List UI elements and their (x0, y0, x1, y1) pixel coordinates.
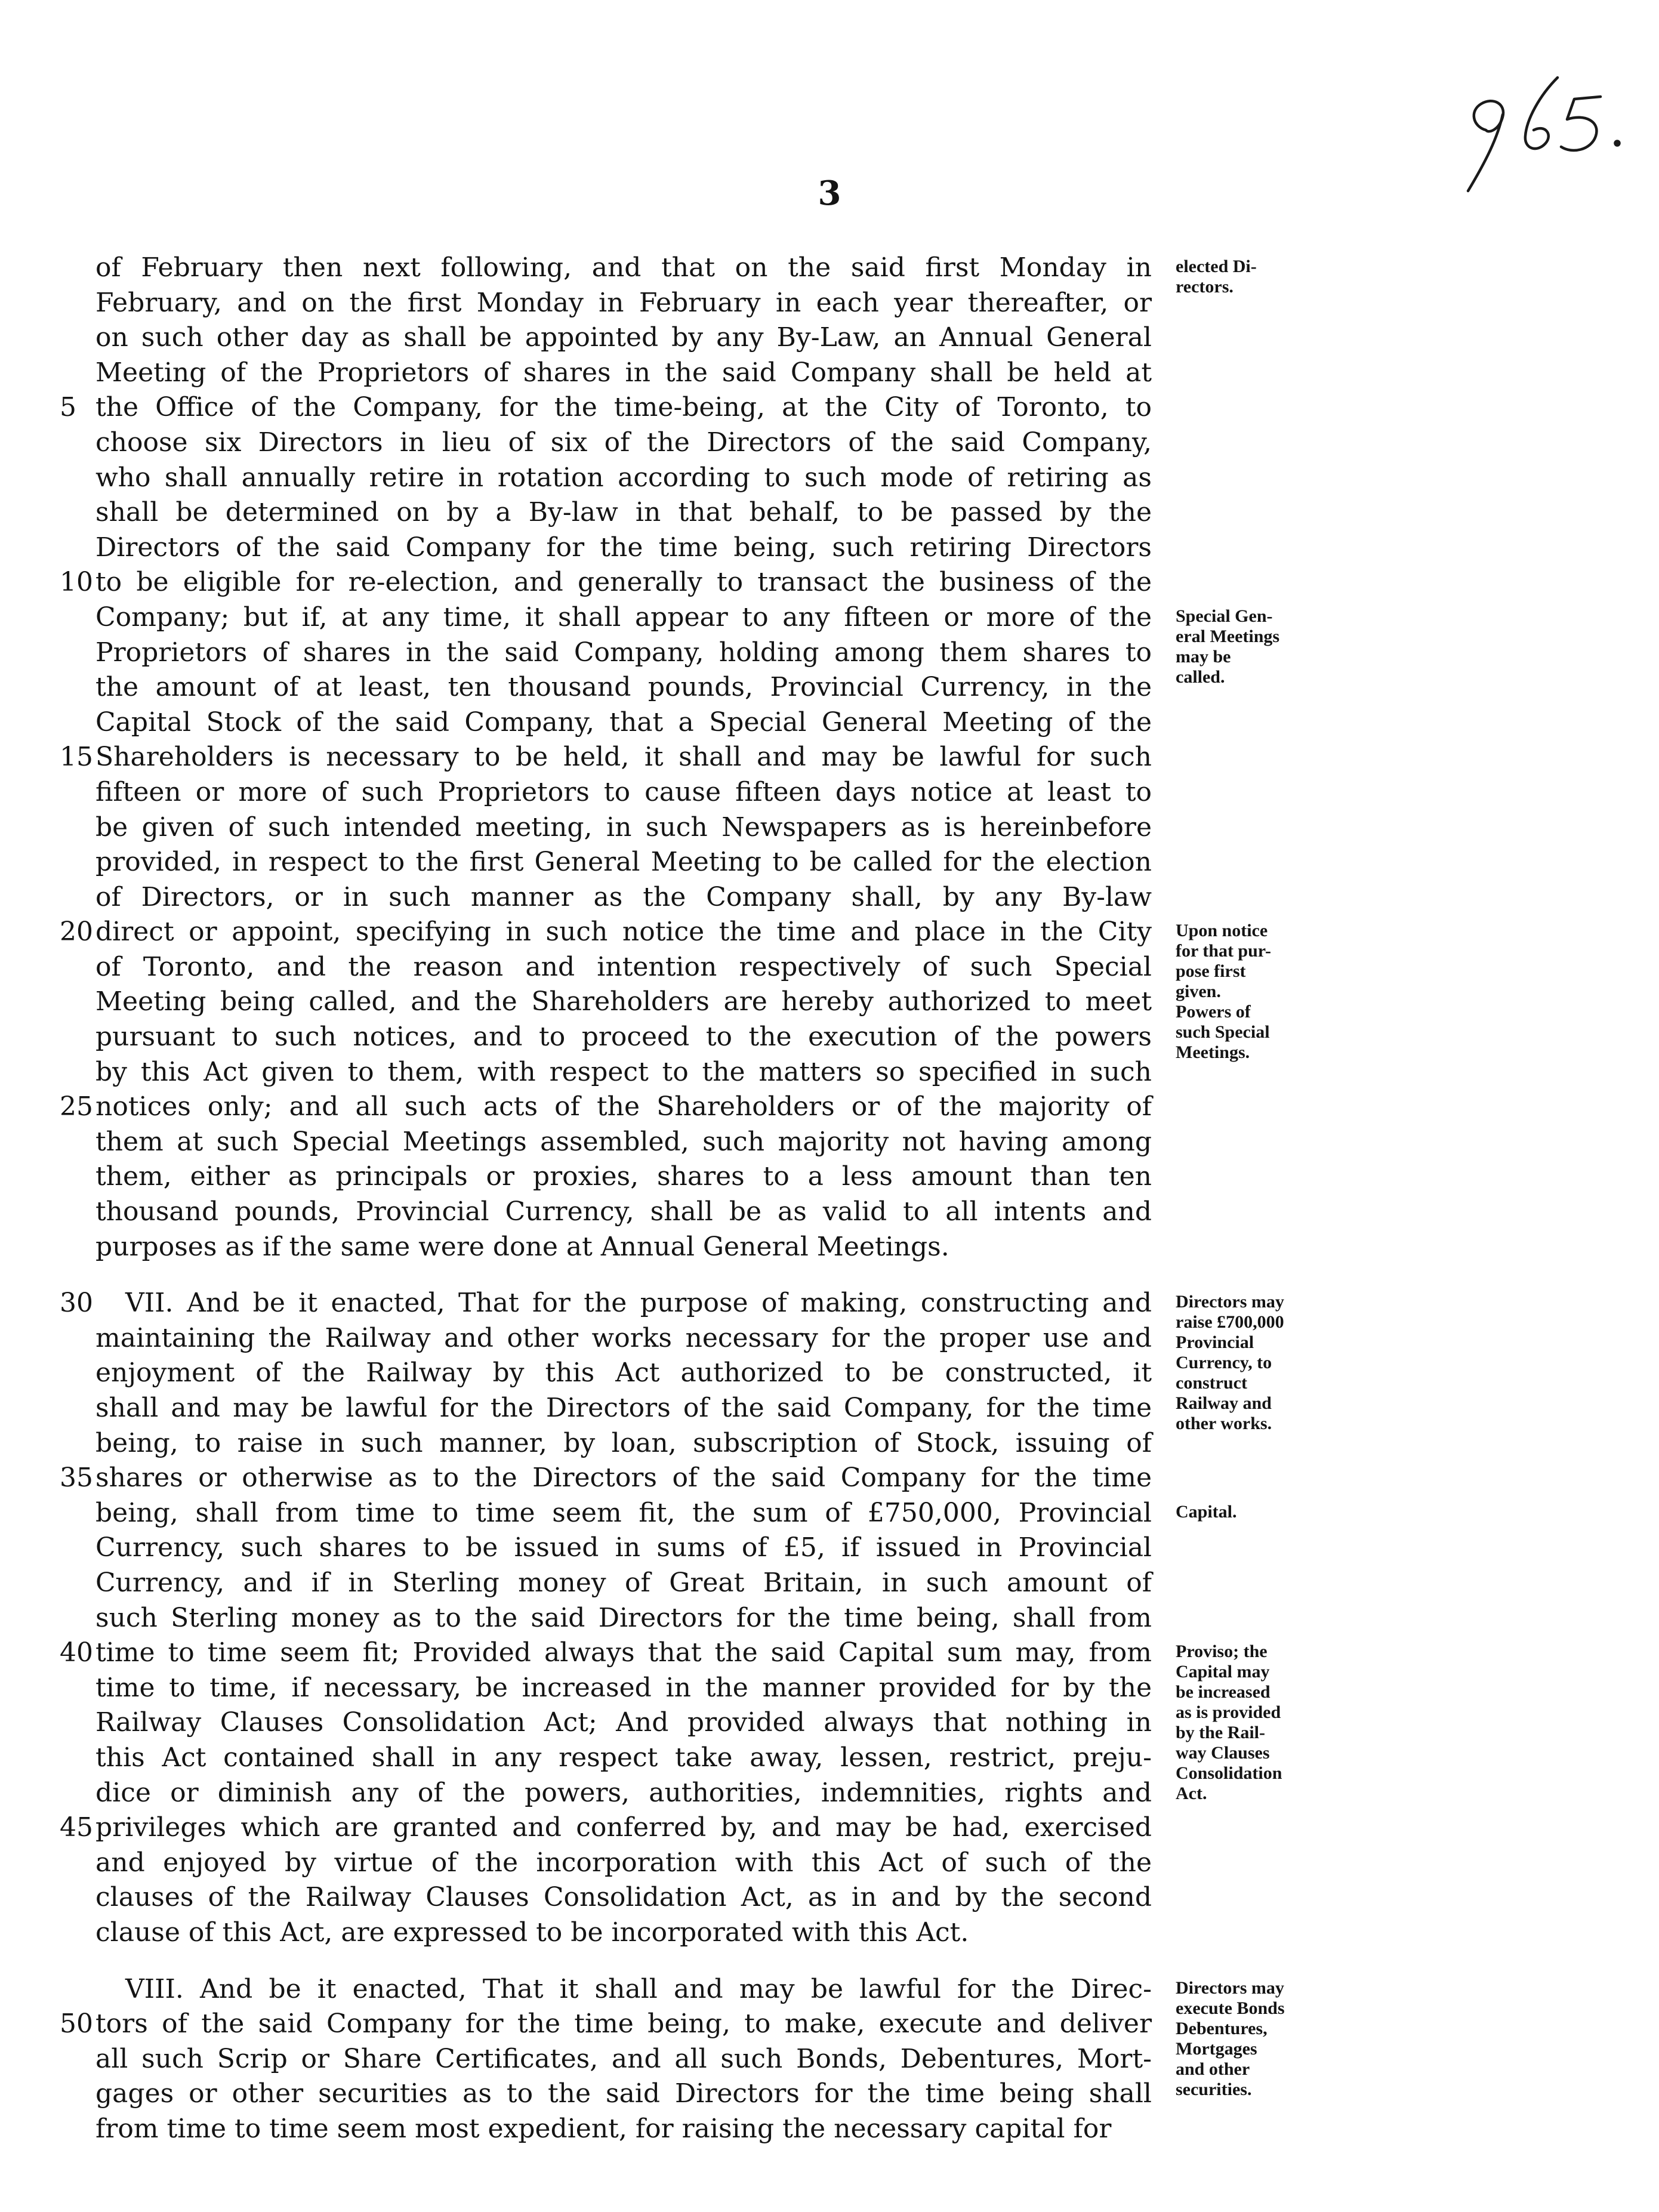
line-text: of February then next following, and that on the said first Monday in (95, 252, 1152, 283)
text-line (0, 600, 1659, 635)
line-text: enjoyment of the Railway by this Act authorized to be constructed, it (95, 1358, 1152, 1389)
marginal-note-line: pose first (1176, 961, 1246, 982)
marginal-note-line: elected Di- (1176, 257, 1257, 276)
line-text: by this Act given to them, with respect to the matters so specified in such (95, 1056, 1152, 1087)
text-line (0, 1741, 1659, 1776)
marginal-note-line: execute Bonds (1176, 1998, 1285, 2018)
marginal-note-line: other works. (1176, 1414, 1272, 1434)
text-line (0, 740, 1659, 775)
marginal-note-line: raise £700,000 (1176, 1312, 1284, 1332)
text-line (0, 1810, 1659, 1846)
text-line (0, 565, 1659, 600)
text-line (0, 1356, 1659, 1391)
line-text: the Office of the Company, for the time-being, at the City of Toronto, to (95, 392, 1152, 423)
marginal-note-line: Directors may (1176, 1292, 1284, 1312)
line-number: 50 (60, 2009, 93, 2040)
marginal-note (1176, 1292, 1390, 1434)
marginal-note-line: Provincial (1176, 1332, 1254, 1353)
line-text: shall be determined on by a By-law in that behalf, to be passed by the (95, 497, 1152, 528)
marginal-note-line: Special Gen- (1176, 606, 1273, 626)
text-line (0, 1496, 1659, 1531)
marginal-note-line: Consolidation (1176, 1763, 1282, 1784)
text-line (0, 1776, 1659, 1811)
text-line (0, 1391, 1659, 1426)
text-line (0, 1636, 1659, 1671)
text-line (0, 1426, 1659, 1461)
text-line (0, 390, 1659, 425)
line-text: time to time seem fit; Provided always that the said Capital sum may, from (95, 1637, 1152, 1668)
line-text: Currency, such shares to be issued in sums of £5, if issued in Provincial (95, 1532, 1152, 1563)
line-text: such Sterling money as to the said Directors for the time being, shall from (95, 1602, 1152, 1633)
text-line (0, 356, 1659, 391)
text-line (0, 1880, 1659, 1915)
marginal-note-line: and other (1176, 2059, 1250, 2079)
text-line (0, 2112, 1659, 2147)
marginal-note (1176, 1502, 1390, 1522)
marginal-note-line: may be (1176, 647, 1231, 667)
line-text: clause of this Act, are expressed to be incorporated with this Act. (95, 1917, 969, 1948)
line-text: shares or otherwise as to the Directors of the said Company for the time (95, 1463, 1152, 1494)
line-text: Shareholders is necessary to be held, it shall and may be lawful for such (95, 742, 1152, 773)
text-line (0, 1020, 1659, 1055)
line-text: from time to time seem most expedient, for raising the necessary capital for (95, 2113, 1112, 2144)
line-text: tors of the said Company for the time being, to make, execute and deliver (95, 2009, 1152, 2040)
text-line (0, 1125, 1659, 1160)
text-line (0, 950, 1659, 985)
line-text: to be eligible for re-election, and generally to transact the business of the (95, 567, 1152, 598)
line-text: purposes as if the same were done at Annual General Meetings. (95, 1231, 949, 1262)
line-number: 5 (60, 392, 76, 423)
line-text: gages or other securities as to the said Directors for the time being shall (95, 2078, 1152, 2109)
line-text: Directors of the said Company for the time being, such retiring Directors (95, 532, 1152, 563)
text-line (0, 1972, 1659, 2007)
line-text: them, either as principals or proxies, shares to a less amount than ten (95, 1161, 1152, 1192)
line-number: 45 (60, 1812, 93, 1843)
text-line (0, 2042, 1659, 2077)
marginal-note-line: construct (1176, 1373, 1247, 1393)
text-line (0, 1195, 1659, 1230)
marginal-note-line: Debentures, (1176, 2018, 1268, 2038)
marginal-note-line: be increased (1176, 1682, 1271, 1702)
text-line (0, 1671, 1659, 1706)
text-line (0, 1846, 1659, 1881)
text-line (0, 1915, 1659, 1951)
text-line (0, 495, 1659, 530)
text-line (0, 1055, 1659, 1090)
line-text: time to time, if necessary, be increased in the manner provided for by the (95, 1672, 1152, 1703)
marginal-note-line: securities. (1176, 2079, 1252, 2099)
marginal-note-line: Powers of (1176, 1002, 1251, 1022)
marginal-note-line: such Special (1176, 1022, 1270, 1042)
marginal-note-line: way Clauses (1176, 1743, 1270, 1763)
marginal-note-line: Directors may (1176, 1977, 1284, 1998)
line-text: maintaining the Railway and other works necessary for the proper use and (95, 1322, 1152, 1353)
marginal-note-line: for that pur- (1176, 941, 1271, 961)
text-line (0, 1461, 1659, 1496)
text-line (0, 1705, 1659, 1741)
line-text: this Act contained shall in any respect take away, lessen, restrict, preju- (95, 1742, 1152, 1773)
line-text: Proprietors of shares in the said Company, holding among them shares to (95, 637, 1152, 668)
line-text: Meeting of the Proprietors of shares in the said Company shall be held at (95, 357, 1152, 388)
text-line (0, 705, 1659, 741)
line-number: 10 (60, 567, 93, 598)
line-text: fifteen or more of such Proprietors to cause fifteen days notice at least to (95, 776, 1152, 807)
page-folio: 3 (818, 174, 841, 213)
line-text: all such Scrip or Share Certificates, and all such Bonds, Debentures, Mort- (95, 2043, 1152, 2074)
text-line (0, 286, 1659, 321)
line-text: of Toronto, and the reason and intention respectively of such Special (95, 951, 1152, 982)
marginal-note-line: Act. (1176, 1784, 1207, 1804)
text-line (0, 2007, 1659, 2042)
marginal-note-line: as is provided (1176, 1702, 1281, 1723)
line-text: Company; but if, at any time, it shall appear to any fifteen or more of the (95, 601, 1152, 633)
line-number: 15 (60, 742, 93, 773)
marginal-note-line: Mortgages (1176, 2038, 1257, 2059)
line-text: Railway Clauses Consolidation Act; And provided always that nothing in (95, 1707, 1152, 1738)
marginal-note-line: rectors. (1176, 277, 1234, 297)
text-line (0, 320, 1659, 356)
marginal-note-line: by the Rail- (1176, 1723, 1265, 1743)
text-line (0, 1286, 1659, 1321)
line-text: and enjoyed by virtue of the incorporation with this Act of such of the (95, 1847, 1152, 1878)
line-text: VIII. And be it enacted, That it shall and may be lawful for the Direc- (125, 1973, 1152, 2004)
line-text: provided, in respect to the first General Meeting to be called for the election (95, 847, 1152, 878)
text-line (0, 810, 1659, 846)
text-line (0, 1159, 1659, 1195)
marginal-note-line: Proviso; the (1176, 1642, 1268, 1662)
line-text: shall and may be lawful for the Directors of the said Company, for the time (95, 1393, 1152, 1423)
marginal-note-line: Capital. (1176, 1501, 1237, 1522)
line-text: be given of such intended meeting, in such Newspapers as is hereinbefore (95, 812, 1152, 843)
line-text: clauses of the Railway Clauses Consolidation Act, as in and by the second (95, 1882, 1152, 1913)
marginal-note-line: called. (1176, 667, 1225, 687)
line-text: Currency, and if in Sterling money of Great Britain, in such amount of (95, 1567, 1152, 1598)
line-text: who shall annually retire in rotation according to such mode of retiring as (95, 462, 1152, 493)
marginal-note-line: Capital may (1176, 1662, 1270, 1682)
text-line (0, 670, 1659, 705)
text-line (0, 915, 1659, 950)
text-line (0, 880, 1659, 915)
line-text: pursuant to such notices, and to proceed to the execution of the powers (95, 1022, 1152, 1053)
marginal-note-line: Railway and (1176, 1393, 1272, 1414)
text-line (0, 1090, 1659, 1125)
text-line (0, 1230, 1659, 1265)
paragraph (0, 1286, 1659, 1950)
line-text: thousand pounds, Provincial Currency, shall be as valid to all intents and (95, 1196, 1152, 1227)
text-line (0, 530, 1659, 566)
text-line (0, 635, 1659, 671)
text-line (0, 985, 1659, 1020)
marginal-note (1176, 257, 1390, 297)
marginal-note-line: Currency, to (1176, 1353, 1272, 1373)
text-line (0, 1601, 1659, 1636)
text-line (0, 425, 1659, 461)
line-number: 35 (60, 1463, 93, 1494)
marginal-note-line: Upon notice (1176, 921, 1268, 941)
line-text: Capital Stock of the said Company, that a Special General Meeting of the (95, 707, 1152, 738)
line-text: dice or diminish any of the powers, authorities, indemnities, rights and (95, 1777, 1152, 1808)
paragraph (0, 1972, 1659, 2147)
line-text: Meeting being called, and the Shareholders are hereby authorized to meet (95, 986, 1152, 1017)
handwritten-page-number (1444, 60, 1635, 203)
line-number: 25 (60, 1091, 93, 1122)
marginal-note (1176, 921, 1390, 1063)
text-line (0, 845, 1659, 880)
line-text: direct or appoint, specifying in such notice the time and place in the City (95, 917, 1152, 948)
text-line (0, 1566, 1659, 1601)
marginal-note (1176, 606, 1390, 687)
line-text: them at such Special Meetings assembled, such majority not having among (95, 1126, 1152, 1157)
text-line (0, 2077, 1659, 2112)
text-line (0, 1531, 1659, 1566)
line-number: 20 (60, 917, 93, 948)
line-text: of Directors, or in such manner as the Company shall, by any By-law (95, 881, 1152, 912)
paragraph (0, 251, 1659, 1264)
line-text: February, and on the first Monday in February in each year thereafter, or (95, 287, 1152, 318)
line-text: privileges which are granted and conferred by, and may be had, exercised (95, 1812, 1152, 1843)
line-text: being, shall from time to time seem fit, the sum of £750,000, Provincial (95, 1497, 1152, 1528)
text-line (0, 775, 1659, 810)
text-line (0, 1321, 1659, 1356)
act-body (0, 251, 1659, 2146)
text-line (0, 461, 1659, 496)
line-text: being, to raise in such manner, by loan, subscription of Stock, issuing of (95, 1427, 1152, 1458)
line-number: 30 (60, 1288, 93, 1319)
marginal-note (1176, 1642, 1390, 1804)
text-line (0, 251, 1659, 286)
line-text: notices only; and all such acts of the Shareholders or of the majority of (95, 1091, 1152, 1122)
marginal-note-line: Meetings. (1176, 1042, 1250, 1063)
marginal-note-line: given. (1176, 982, 1221, 1002)
line-text: VII. And be it enacted, That for the purpose of making, constructing and (125, 1288, 1152, 1319)
line-text: the amount of at least, ten thousand pounds, Provincial Currency, in the (95, 672, 1152, 703)
line-text: choose six Directors in lieu of six of the Directors of the said Company, (95, 427, 1152, 458)
line-text: on such other day as shall be appointed by any By-Law, an Annual General (95, 322, 1152, 353)
marginal-note-line: eral Meetings (1176, 627, 1280, 646)
marginal-note (1176, 1978, 1390, 2100)
line-number: 40 (60, 1637, 93, 1668)
